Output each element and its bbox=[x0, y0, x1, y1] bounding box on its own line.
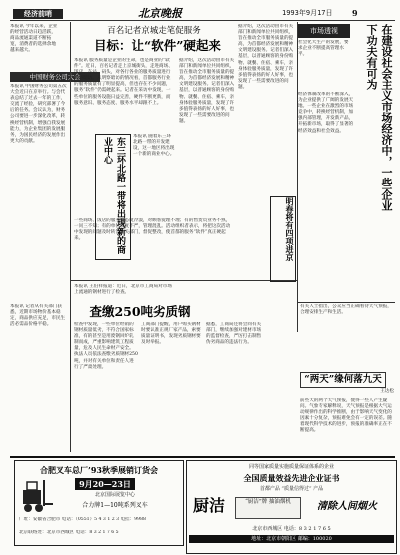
ad-hood-line: 首都产品 “质量信得过” 产品 bbox=[259, 486, 324, 492]
ad-hood-contact2: 地址：北京市朝阳区 邮编：100020 bbox=[189, 535, 394, 543]
weather-body-top: 有关人士指出，公众应当正确看待天气预报，合理安排生产和生活。 bbox=[300, 304, 392, 316]
middle-sidebar-body: 本报讯 随着东三环北路一带的开发建设，这一地区将出现一个新的商业中心。 bbox=[133, 134, 175, 158]
vertical-strip: 明春将有四项进京 bbox=[270, 196, 296, 282]
section-tag: 经济前哨 bbox=[13, 9, 63, 19]
center-intro: 本报讯 王伯祥报道：近日，北京市工商局对市场上流通的钢材进行了检查。 bbox=[74, 284, 172, 296]
left-body: 本报讯 中国财务公司第五次大会近日在京举行。与会代表总结了过去一年的工作，交流了经验，研究部署了今后的任务。会议认为，财务公司要进一步深化改革，转换经营机制，增强自我发展能力，为企业集团的发展服务，为国民经济的发展作出更大的贡献。 bbox=[10, 84, 67, 144]
right-side-text: 社会化大生产的发展，要求企业不断提高管理水平。 bbox=[298, 40, 349, 58]
ad-hood-contact: 北京市西城区 电话：8 3 2 1 7 6 5 bbox=[252, 526, 331, 532]
weather-byline: 王达松 bbox=[380, 389, 394, 394]
ad-forklift-title: 合肥叉车总厂’93秋季展销订货会 bbox=[40, 465, 158, 475]
ad-hood-slogan: 清除人间烟火 bbox=[317, 501, 377, 512]
page-number: 9 bbox=[352, 8, 358, 18]
right-vertical-headline: 在建设社会主义市场经济中，一些企业下功夫有可为 bbox=[365, 24, 393, 211]
newspaper-name: 北京晚报 bbox=[138, 7, 182, 20]
lead-body-mid: 据介绍，这次活动由市有关部门和新闻单位共同组织，旨在推动全市服务质量的提高，为首都经济发展和精神文明建设服务。记者们深入基层，以普通顾客的身份购物、就餐、住宿、乘车，亲身体验服务质量，发现了许多值得表扬的好人好事，也发现了一些需要改进的问题。 bbox=[179, 58, 235, 124]
ad-forklift bbox=[14, 460, 184, 546]
lead-body-left: 本报讯 服务质量是企业的生命，也是商业的“软件”。近日，百名记者走上京城街头，走进商场、饭店、车站、码头，对各行各业的服务质量进行明察暗访。从明察暗访的情况看，首都服务行业的服务质量有了明显提高，但也存在不少问题，服务“软件”仍需硬起来。记者在采访中发现，一些单位的服务设施日益完善，硬件不断更新，而服务意识、服务态度、服务水平却跟不上。 bbox=[74, 58, 173, 106]
ad-hood-brand: 厨洁 bbox=[193, 496, 226, 515]
ad-forklift-venue: 北京国际展览中心 bbox=[94, 492, 135, 498]
header-rule bbox=[10, 20, 395, 21]
middle-sidebar-title: 东三环北路一带将出现新的商业中心 bbox=[102, 137, 125, 254]
center-top-col: 据介绍，这次活动由市有关部门和新闻单位共同组织，旨在推动全市服务质量的提高，为首都经济发展和精神文明建设服务。记者们深入基层，以普通顾客的身份购物、就餐、住宿、乘车，亲身体验服务质量，发现了许多值得表扬的好人好事，也发现了一些需要改进的问题。 bbox=[238, 24, 294, 90]
ad-hood-sub: “厨洁”牌 抽油烟机 bbox=[235, 497, 301, 519]
ad-hood-top: 同等国家质量实施质量保证体系的企业 bbox=[248, 464, 334, 470]
section-rule bbox=[297, 302, 395, 303]
left-bottom: 本报讯 记者从有关部门获悉，近期市场物价基本稳定，商品供应充足，市民生活必需品价格平稳。 bbox=[10, 304, 66, 328]
market-box-label: 市场透视 bbox=[310, 27, 338, 35]
forklift-icon bbox=[19, 478, 55, 514]
right-body: 经济体制改革的不断深入，为企业提供了广阔的发展天地。一些企业在激烈的市场竞争中，转换经营机制，加强内部管理，开发新产品，开拓新市场，取得了显著的经济效益和社会效益。 bbox=[298, 92, 354, 134]
center-headline: 查缴250吨劣质钢 bbox=[89, 304, 191, 319]
issue-date: 1993年9月17日 bbox=[282, 9, 333, 17]
market-box bbox=[298, 24, 350, 38]
center-body-b: 工商部门提醒，用户购买钢材时要认准正规厂家产品，索要质量证明书，发现劣质钢材要及时举报。 bbox=[141, 322, 201, 346]
left-intro: 本报讯 今年以来，企业的经营活动日趋活跃，商品流通渠道不断拓宽，消费者的选择余地越来越大。 bbox=[10, 24, 58, 54]
lead-body-right: 一些商场、饭店的服务员态度冷漠，对顾客爱理不理；有的售货员业务不熟，一问三不知；有的单位制度不严，管理混乱。活动组织者表示，将把这次活动中发现的问题及时转告有关部门，督促整改，使首都的服务“软件”真正硬起来。 bbox=[74, 218, 231, 242]
middle-sidebar bbox=[95, 134, 131, 260]
ad-rule bbox=[10, 456, 395, 458]
weather-headline: “两天”缘何落九天 bbox=[300, 372, 386, 388]
center-body-c: 据悉，工商局还将会同有关部门，继续加强对建材市场的监督检查，严厉打击制售伪劣商品的违法行为。 bbox=[206, 322, 262, 346]
lead-kicker: 百名记者京城走笔促服务 bbox=[107, 26, 201, 36]
lead-headline: 目标：让“软件”硬起来 bbox=[94, 38, 221, 53]
ad-forklift-line2: 合力牌1—10吨系列叉车 bbox=[82, 502, 148, 509]
weather-body: 前些天的两个天气预报，使得一些人产生疑问。气象专家解释说，天气预报是根据大气运动规律作出的科学推断，由于影响天气变化的因素十分复杂，预报难免会有一定的误差。随着现代科学技术的进步，预报的准确率正在不断提高。 bbox=[300, 398, 392, 434]
ad-hood-title: 全国质量效益先进企业证书 bbox=[243, 473, 340, 483]
ad-forklift-footer: 厂址：安徽省合肥市 电话：（0551）5 4 3 1 2 3 电挂：9988 bbox=[19, 517, 146, 522]
center-body-a: 检查中发现，一些单位经销的钢材质量低劣，不符合国家标准，有的甚至是用废钢回炉轧制而成，严重影响建筑工程质量，危及人民生命财产安全。执法人员依法查缴劣质钢材250吨，并对有关单位和责任人进行了严肃处理。 bbox=[74, 322, 138, 370]
ad-forklift-dates: 9月20—23日 bbox=[75, 478, 135, 490]
ad-range-hood bbox=[186, 460, 397, 554]
column-rule bbox=[70, 22, 71, 452]
ad-forklift-footer2: 北京联络处：北京市西城区 电话：8 3 2 1 7 6 5 bbox=[19, 530, 119, 535]
left-section-title: 中国财务公司大会 bbox=[10, 72, 100, 82]
section-rule bbox=[70, 280, 297, 281]
